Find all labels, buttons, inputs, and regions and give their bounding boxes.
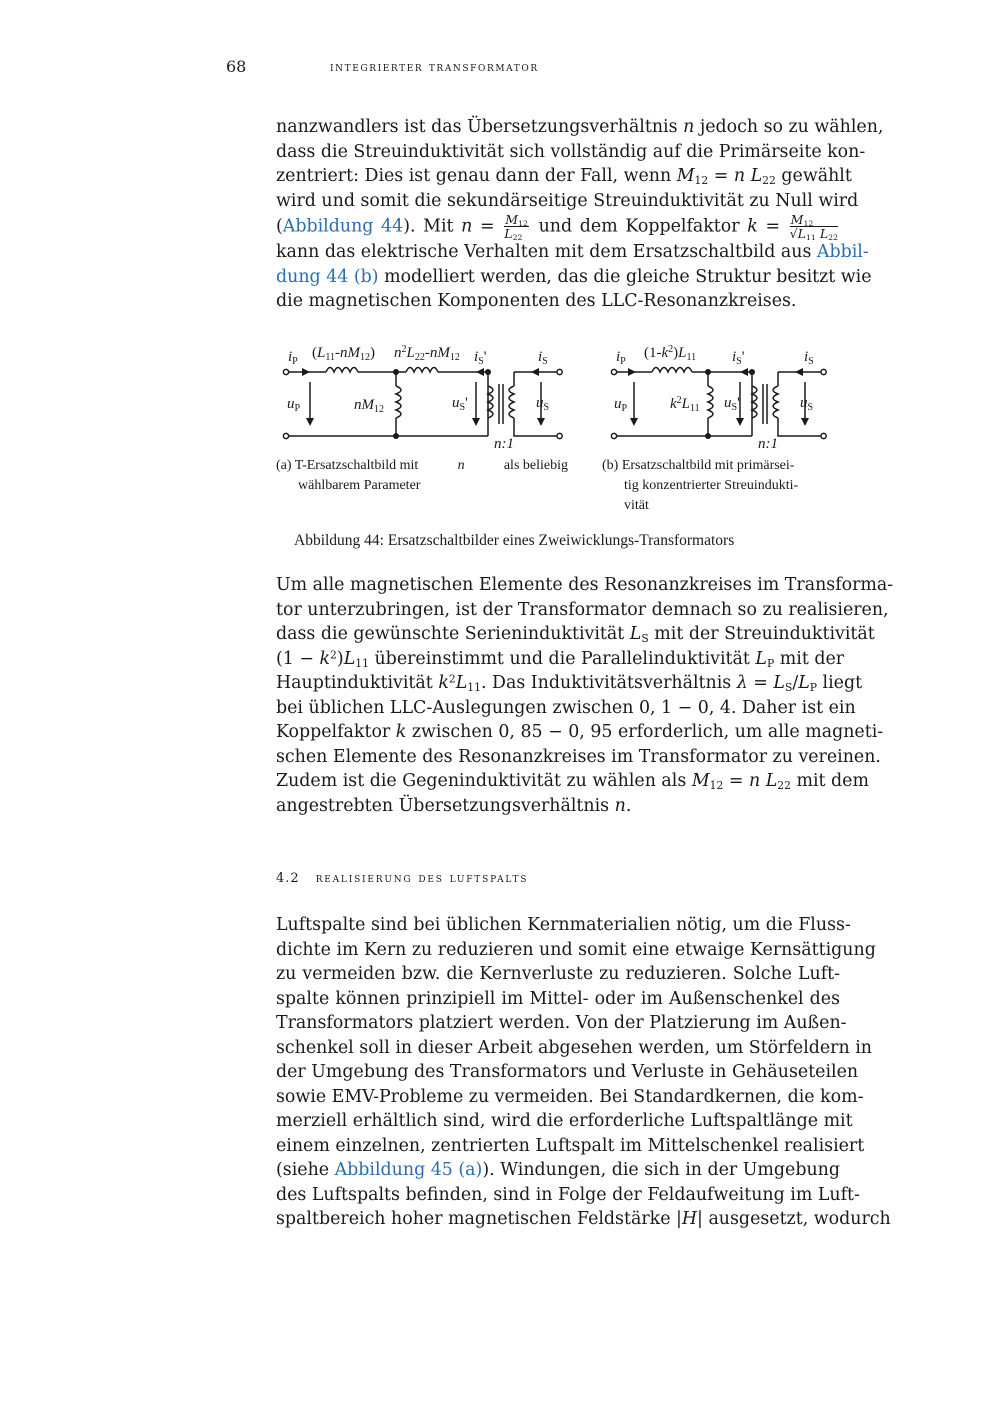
figure-caption: Abbildung 44: Ersatzschaltbilder eines Zweiwicklungs-Transformators [294,532,735,549]
paragraph-3: Luftspalte sind bei üblichen Kernmaterialien nötig, um die Fluss- dichte im Kern zu reduzieren und somit eine etwaige Kernsättigung zu vermeiden bzw. die Kernverluste zu reduzieren. Solche Luft- spalte können prinzipiell im Mittel- oder im Außenschenkel des Transformators platziert werden. Von der Platzierung im Außen- schenkel soll in dieser Arbeit abgesehen werden, um Störfeldern in der Umgebung des Transformators und Verluste in Gehäuseteilen sowie EMV-Probleme zu vermeiden. Bei Standardkernen, die kom- merziell erhältlich sind, wird die erforderliche Luftspaltlänge mit einem einzelnen, zentrierten Luftspalt im Mittelschenkel realisiert (siehe Abbildung 45 (a)). Windungen, die sich in der Umgebung des Luftspalts befinden, sind in Folge der Feldaufweitung im Luft- spaltbereich hoher magnetischen Feldstärke |H| ausgesetzt, wodurch [276,915,891,1229]
figure-link-45a[interactable]: Abbildung 45 (a) [334,1160,483,1180]
svg-text:iS: $i_S$ [804,349,814,367]
section-heading: 4.2 realisierung des luftspalts [276,871,529,886]
svg-text:uS': $u_S'$ [452,395,468,413]
figure-link-44b-cont[interactable]: dung 44 (b) [276,266,379,287]
svg-text:n2L22-nM12: $n^2L_{22}-nM_{12}$ [394,344,460,363]
figure-link-44[interactable]: Abbildung 44 [282,216,404,237]
page-header [0,57,1000,81]
svg-text:uS': $u_S'$ [724,395,740,413]
figure-44 [276,336,840,556]
svg-text:iS: $i_S$ [538,349,548,367]
svg-text:iS': $i_S'$ [732,349,745,367]
svg-text:iP: $i_P$ [288,349,298,367]
svg-text:uP: $u_P$ [614,396,628,414]
running-title: integrierter transformator [330,59,539,74]
svg-text:uS: $u_S$ [536,395,550,413]
subcaption-a: (a) T-Ersatzschaltbild mit n als beliebig wählbarem Parameter [276,458,568,493]
subcaption-b: (b) Ersatzschaltbild mit primärsei- tig konzentrierter Streuindukti- vität [602,458,799,513]
figure-link-44b[interactable]: Abbil- [816,242,869,263]
svg-text:iP: $i_P$ [616,349,626,367]
svg-text:(1-k2)L11: $(1-k^2)L_{11}$ [644,344,697,363]
svg-text:(L11-nM12): $(L_{11}-nM_{12})$ [312,345,375,363]
paragraph-1: nanzwandlers ist das Übersetzungsverhältnis n jedoch so zu wählen, dass die Streuinduktivität sich vollständig auf die Primärseite kon- zentriert: Dies ist genau dann der Fall, wenn $M_{12} = n$ $L_{22}$ gewählt wird und somit die sekundärseitige Streuinduktivität zu Null wird (Abbildung 44). Mit n = $\frac{M_{12}}{L_{22}}$ und dem Koppelfaktor k = $\frac{M_{12}}{√L_{11} L_{22}}$ kann das elektrische Verhalten mit dem Ersatzschaltbild aus Abbil- dung 44 (b) modelliert werden, das die gleiche Struktur besitzt wie die magnetischen Komponenten des LLC-Resonanzkreises. [276,117,884,312]
svg-text:nM12: $nM_{12}$ [354,397,384,415]
svg-text:uS: $u_S$ [800,395,814,413]
ratio-label-b: n:1 [758,436,778,452]
svg-text:uP: $u_P$ [287,396,301,414]
svg-text:k2L11: $k^2L_{11}$ [670,395,700,414]
circuit-diagrams [276,336,840,456]
svg-text:iS': $i_S'$ [474,349,487,367]
page-number: 68 [226,57,247,76]
paragraph-2: Um alle magnetischen Elemente des Resonanzkreises im Transforma- tor unterzubringen, ist der Transformator demnach so zu realisieren, dass die gewünschte Serieninduktivität $L_S$ mit der Streuinduktivität $(1 - k^2)L_{11}$ übereinstimmt und die Parallelinduktivität $L_P$ mit der Hauptinduktivität $k^2L_{11}$. Das Induktivitätsverhältnis $\lambda = L_S/L_P$ liegt bei üblichen LLC-Auslegungen zwischen 0, 1 − 0, 4. Daher ist ein Koppelfaktor k zwischen 0, 85 − 0, 95 erforderlich, um alle magneti- schen Elemente des Resonanzkreises im Transformator zu vereinen. Zudem ist die Gegeninduktivität zu wählen als $M_{12} = n$ $L_{22}$ mit dem angestrebten Übersetzungsverhältnis n. [276,575,894,816]
ratio-label-a: n:1 [494,436,514,452]
